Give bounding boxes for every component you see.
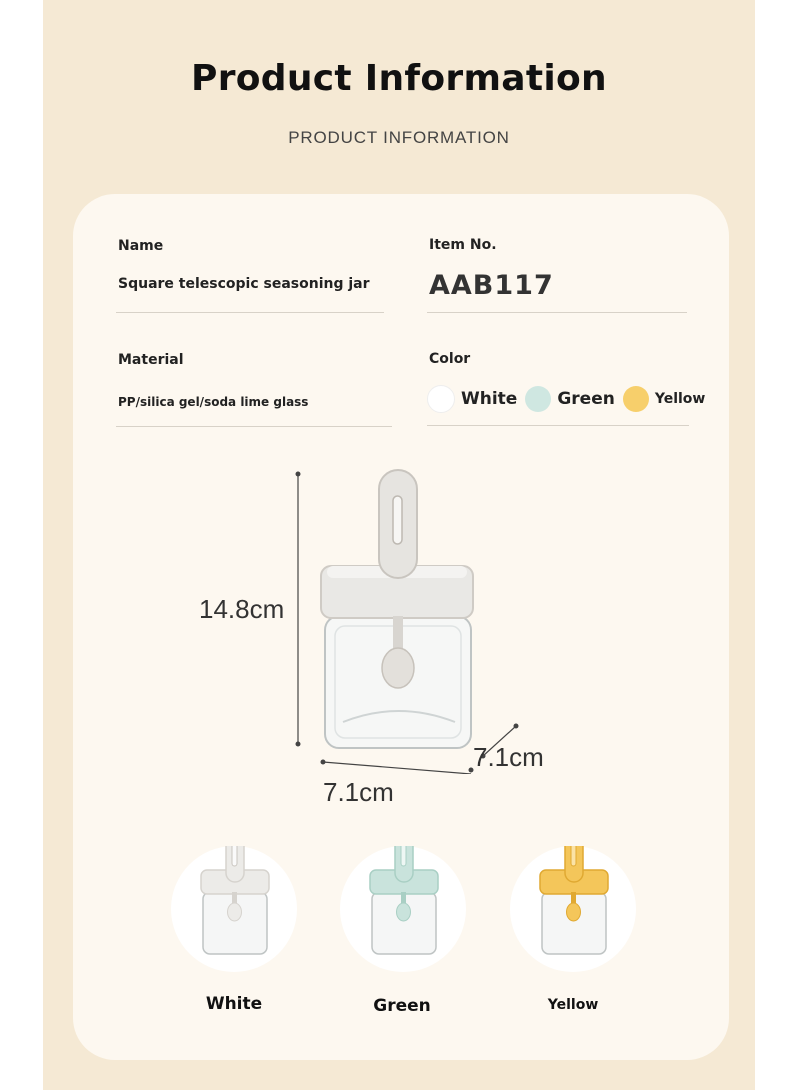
- color-label: Color: [429, 351, 471, 367]
- color-divider: [427, 425, 689, 426]
- item-number-value: AAB117: [429, 270, 554, 301]
- variant-green-circle: [340, 846, 466, 972]
- name-divider: [116, 312, 384, 313]
- variant-yellow-circle: [510, 846, 636, 972]
- swatch-white-label: White: [461, 389, 518, 409]
- page-title: Product Information: [191, 58, 607, 99]
- material-divider: [116, 426, 392, 427]
- width-line: [323, 762, 471, 774]
- material-label: Material: [118, 352, 184, 368]
- material-value: PP/silica gel/soda lime glass: [118, 395, 309, 409]
- swatch-white: [427, 385, 455, 413]
- jar-dimension-illustration: [283, 464, 573, 774]
- variant-green-label: Green: [373, 996, 431, 1016]
- jar-yellow-icon: [510, 846, 636, 972]
- swatch-yellow: [623, 386, 649, 412]
- info-card: [73, 194, 729, 1060]
- name-value: Square telescopic seasoning jar: [118, 276, 370, 292]
- variant-yellow-label: Yellow: [547, 997, 599, 1013]
- color-swatch-row: [427, 384, 713, 414]
- variant-white-circle: [171, 846, 297, 972]
- swatch-yellow-label: Yellow: [654, 391, 706, 407]
- item-divider: [427, 312, 687, 313]
- swatch-green: [525, 386, 551, 412]
- page-subtitle: PRODUCT INFORMATION: [288, 128, 510, 147]
- jar-green-icon: [340, 846, 466, 972]
- variant-white-label: White: [205, 994, 263, 1014]
- item-number-label: Item No.: [429, 237, 497, 253]
- spoon-bowl: [382, 648, 414, 688]
- product-info-page: [43, 0, 755, 1090]
- height-dimension: 14.8cm: [199, 594, 285, 624]
- swatch-green-label: Green: [557, 389, 615, 409]
- depth-dimension: 7.1cm: [473, 742, 544, 772]
- name-label: Name: [118, 238, 164, 254]
- jar-white-icon: [171, 846, 297, 972]
- width-dimension: 7.1cm: [323, 777, 394, 807]
